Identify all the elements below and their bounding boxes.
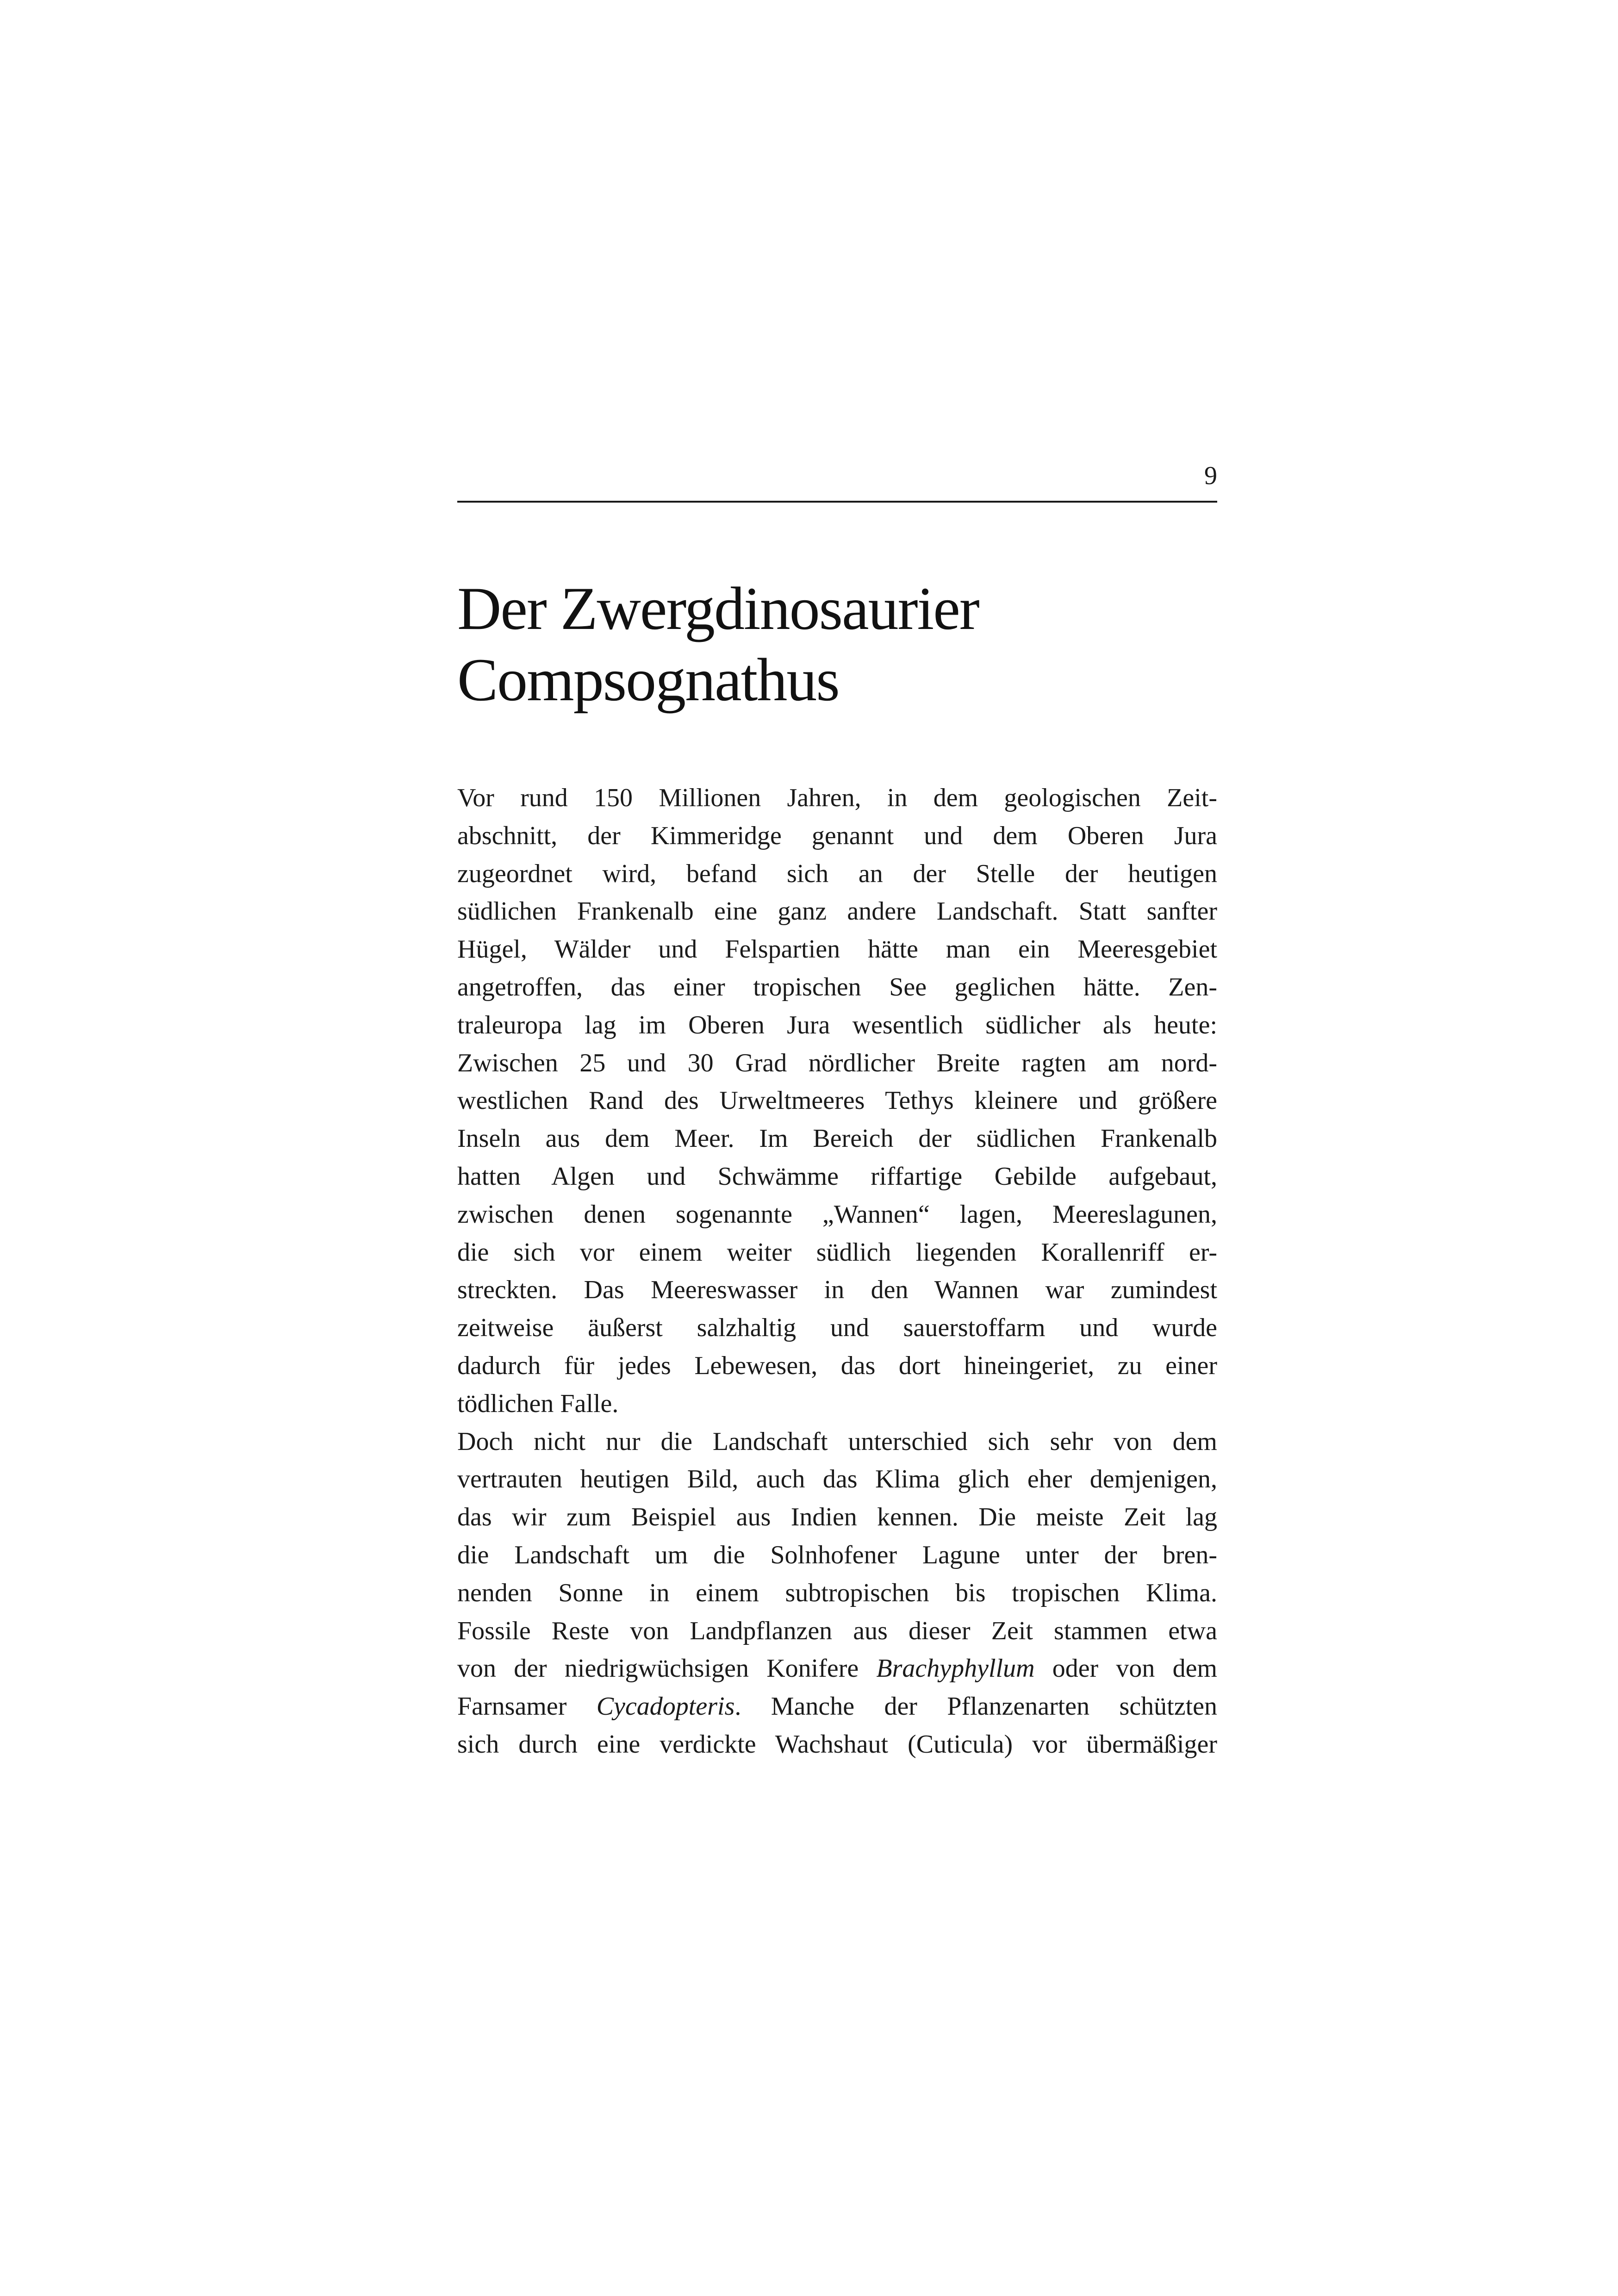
text-line: dadurch für jedes Lebewesen, das dort hineingeriet, zu einer [457, 1351, 1217, 1380]
text-line: angetroffen, das einer tropischen See geglichen hätte. Zen- [457, 972, 1217, 1002]
text-line: Hügel, Wälder und Felspartien hätte man ein Meeresgebiet [457, 935, 1217, 964]
chapter-title-line-2: Compsognathus [457, 646, 839, 714]
text-line: südlichen Frankenalb eine ganz andere Landschaft. Statt sanfter [457, 897, 1217, 926]
text-line: streckten. Das Meereswasser in den Wannen war zumindest [457, 1276, 1217, 1305]
text-line: hatten Algen und Schwämme riffartige Gebilde aufgebaut, [457, 1162, 1217, 1191]
species-name-italic: Brachyphyllum [876, 1654, 1035, 1683]
text-line: zeitweise äußerst salzhaltig und sauerstoffarm und wurde [457, 1313, 1217, 1343]
text-line: die Landschaft um die Solnhofener Lagune unter der bren- [457, 1540, 1217, 1569]
text-line: das wir zum Beispiel aus Indien kennen. Die meiste Zeit lag [457, 1503, 1217, 1532]
text-line: westlichen Rand des Urweltmeeres Tethys kleinere und größere [457, 1086, 1217, 1115]
text-line: sich durch eine verdickte Wachshaut (Cuticula) vor übermäßiger [457, 1730, 1217, 1759]
text-line: Fossile Reste von Landpflanzen aus dieser Zeit stammen etwa [457, 1616, 1217, 1645]
text-line: zugeordnet wird, befand sich an der Stelle der heutigen [457, 859, 1217, 888]
species-name-italic: Cycadopteris [596, 1692, 735, 1721]
text-line: Zwischen 25 und 30 Grad nördlicher Breite ragten am nord- [457, 1048, 1217, 1077]
text-line: zwischen denen sogenannte „Wannen“ lagen, Meereslagunen, [457, 1200, 1217, 1229]
text-line: nenden Sonne in einem subtropischen bis tropischen Klima. [457, 1578, 1217, 1607]
text-run: Farnsamer [457, 1692, 597, 1721]
text-line: Inseln aus dem Meer. Im Bereich der südlichen Frankenalb [457, 1124, 1217, 1153]
text-line: vertrauten heutigen Bild, auch das Klima glich eher demjenigen, [457, 1465, 1217, 1494]
text-run: oder von dem [1034, 1654, 1217, 1683]
text-line [457, 1650, 1217, 1688]
text-run: . Manche der Pflanzenarten schützten [734, 1692, 1217, 1721]
chapter-title [457, 573, 1244, 716]
text-line: Vor rund 150 Millionen Jahren, in dem geologischen Zeit- [457, 784, 1217, 812]
text-run: von der niedrigwüchsigen Konifere [457, 1654, 877, 1683]
text-line: traleuropa lag im Oberen Jura wesentlich südlicher als heute: [457, 1010, 1217, 1039]
text-line: tödlichen Falle. [457, 1389, 619, 1418]
chapter-title-line-1: Der Zwergdinosaurier [457, 574, 979, 642]
paragraph-2 [457, 1423, 1217, 1764]
text-line: die sich vor einem weiter südlich liegenden Korallenriff er- [457, 1238, 1217, 1267]
text-line: abschnitt, der Kimmeridge genannt und dem Oberen Jura [457, 821, 1217, 850]
header-rule [457, 501, 1217, 503]
paragraph-1 [457, 779, 1217, 1423]
page-number: 9 [1204, 461, 1217, 490]
text-line: Doch nicht nur die Landschaft unterschied sich sehr von dem [457, 1427, 1217, 1456]
text-line [457, 1688, 1217, 1726]
body-text [457, 779, 1217, 1764]
